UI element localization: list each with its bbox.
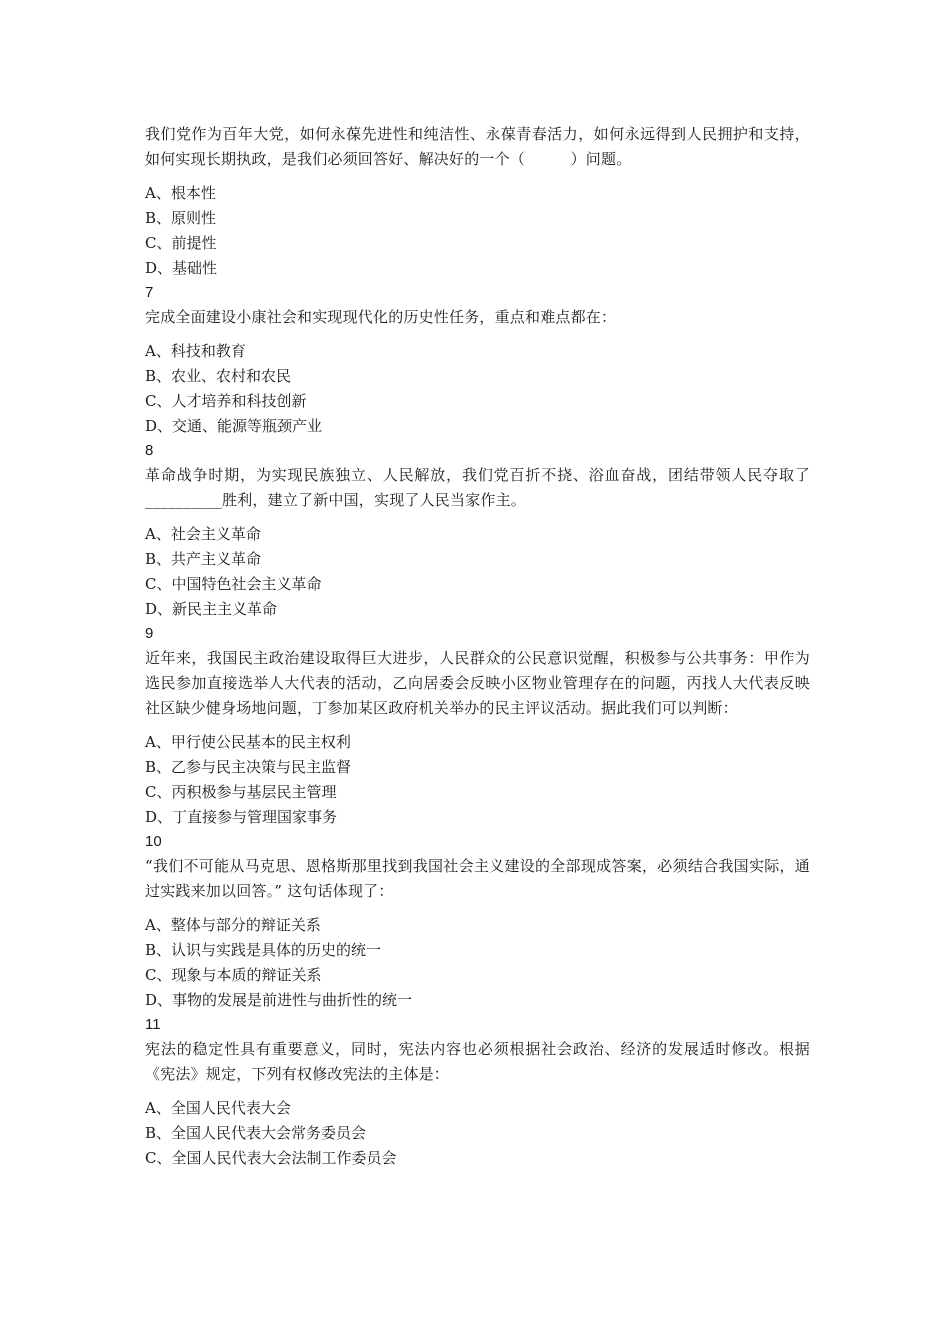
option-c: C、现象与本质的辩证关系 xyxy=(145,966,322,984)
option-list xyxy=(145,181,810,281)
question-stem: 我们党作为百年大党，如何永葆先进性和纯洁性、永葆青春活力，如何永远得到人民拥护和支持，如何实现长期执政，是我们必须回答好、解决好的一个（ ）问题。 xyxy=(145,125,810,168)
option-a: A、全国人民代表大会 xyxy=(145,1099,291,1117)
question-stem: 完成全面建设小康社会和实现现代化的历史性任务，重点和难点都在： xyxy=(145,308,617,326)
option-a: A、根本性 xyxy=(145,184,216,202)
option-list xyxy=(145,730,810,830)
option-list xyxy=(145,913,810,1013)
question-10 xyxy=(145,830,810,1013)
option-a: A、社会主义革命 xyxy=(145,525,261,543)
option-c: C、中国特色社会主义革命 xyxy=(145,575,322,593)
question-number: 8 xyxy=(145,442,154,459)
question-stem: “我们不可能从马克思、恩格斯那里找到我国社会主义建设的全部现成答案，必须结合我国实际，通过实践来加以回答。” 这句话体现了： xyxy=(145,857,810,900)
option-b: B、共产主义革命 xyxy=(145,550,262,568)
option-a: A、整体与部分的辩证关系 xyxy=(145,916,321,934)
option-c: C、全国人民代表大会法制工作委员会 xyxy=(145,1149,397,1167)
option-b: B、全国人民代表大会常务委员会 xyxy=(145,1124,367,1142)
option-b: B、认识与实践是具体的历史的统一 xyxy=(145,941,382,959)
question-number: 11 xyxy=(145,1016,161,1033)
question-7 xyxy=(145,281,810,439)
question-6 xyxy=(145,122,810,281)
option-list xyxy=(145,1096,810,1171)
option-b: B、原则性 xyxy=(145,209,217,227)
question-number: 7 xyxy=(145,284,154,301)
question-8 xyxy=(145,439,810,622)
option-a: A、科技和教育 xyxy=(145,342,246,360)
question-9 xyxy=(145,622,810,830)
option-d: D、基础性 xyxy=(145,259,218,277)
option-list xyxy=(145,522,810,622)
question-number: 9 xyxy=(145,625,154,642)
option-b: B、农业、农村和农民 xyxy=(145,367,292,385)
option-d: D、交通、能源等瓶颈产业 xyxy=(145,417,323,435)
option-list xyxy=(145,339,810,439)
option-c: C、前提性 xyxy=(145,234,217,252)
option-b: B、乙参与民主决策与民主监督 xyxy=(145,758,352,776)
question-stem: 宪法的稳定性具有重要意义，同时，宪法内容也必须根据社会政治、经济的发展适时修改。根据《宪法》规定，下列有权修改宪法的主体是： xyxy=(145,1040,810,1083)
question-stem: 近年来，我国民主政治建设取得巨大进步，人民群众的公民意识觉醒，积极参与公共事务：甲作为选民参加直接选举人大代表的活动，乙向居委会反映小区物业管理存在的问题，丙找人大代表反映社区缺少健身场地问题，丁参加某区政府机关举办的民主评议活动。据此我们可以判断： xyxy=(145,649,810,717)
question-stem: 革命战争时期，为实现民族独立、人民解放，我们党百折不挠、浴血奋战，团结带领人民夺取了__________胜利，建立了新中国，实现了人民当家作主。 xyxy=(145,466,810,509)
option-c: C、人才培养和科技创新 xyxy=(145,392,307,410)
option-a: A、甲行使公民基本的民主权利 xyxy=(145,733,351,751)
option-d: D、丁直接参与管理国家事务 xyxy=(145,808,338,826)
option-d: D、事物的发展是前进性与曲折性的统一 xyxy=(145,991,413,1009)
question-11 xyxy=(145,1013,810,1171)
question-number: 10 xyxy=(145,833,162,850)
option-d: D、新民主主义革命 xyxy=(145,600,278,618)
option-c: C、丙积极参与基层民主管理 xyxy=(145,783,337,801)
